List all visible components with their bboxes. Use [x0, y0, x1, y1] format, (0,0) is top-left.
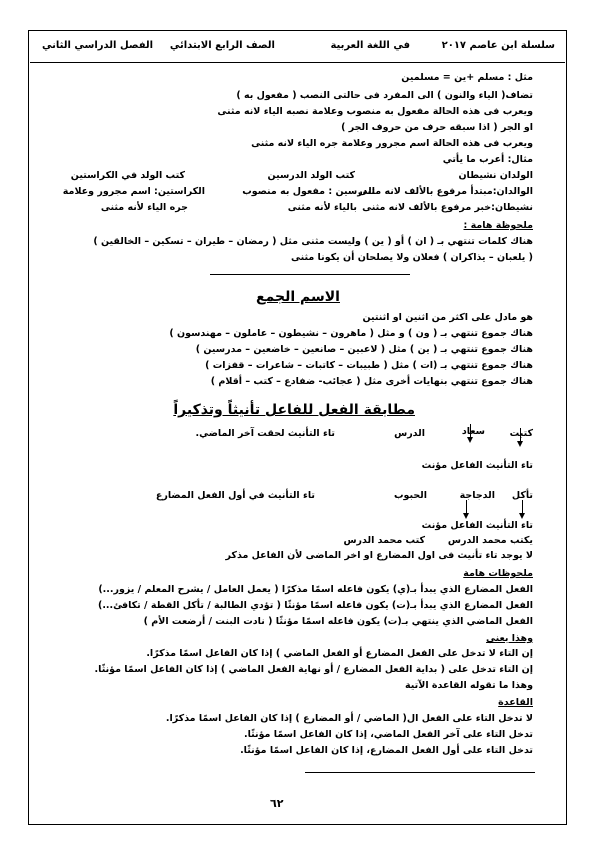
plural-row-1: هناك جموع تنتهي بـ ( ين ) مثل ( لاعبين – صانعين – خاضعين – مدرسين ) — [195, 344, 533, 355]
dual-col1-1: الوالدان:مبتدأ مرفوع بالألف لانه مثنى — [357, 186, 533, 197]
divider — [305, 772, 535, 773]
dual-note-title: ملحوظة هامة : — [463, 220, 533, 231]
dual-note-2: ( يلعبان – يذاكران ) فعلان ولا يصلحان أن يكونا مثنى — [291, 252, 533, 263]
dual-col2-2: بالياء لأنه مثنى — [287, 202, 357, 213]
ex3-a: يكتب محمد الدرس — [447, 535, 533, 546]
ex2-note: تاء التأنيث في أول الفعل المضارع — [155, 490, 315, 501]
dual-line-2: تضاف( الياء والنون ) الى المفرد فى حالتى النصب ( مفعول به ) — [236, 90, 533, 101]
plural-row-2: هناك جموع تنتهي بـ (ات ) مثل ( طبيبات – كاتبات – شاعرات – قفزات ) — [205, 360, 533, 371]
divider — [210, 274, 410, 275]
rule-3: تدخل التاء على أول الفعل المضارع، إذا كان الفاعل اسمًا مؤنثًا. — [240, 745, 533, 756]
header-subject: في اللغة العربية — [330, 40, 410, 51]
note-3: الفعل الماضي الذي ينتهي بـ(ت) يكون فاعله اسمًا مؤنثًا ( نادت البنت / أرضعت الأم ) — [143, 616, 533, 627]
dual-line-6: مثال: أعرب ما يأتي — [442, 154, 533, 165]
meaning-1: إن التاء لا تدخل على الفعل المضارع أو الفعل الماضي ) إذا كان الفاعل اسمًا مذكرًا. — [146, 648, 533, 659]
plural-def: هو مادل على اكثر من اثنين او اثنتين — [362, 312, 533, 323]
ex2-labels: تاء التأنيث الفاعل مؤنث — [421, 520, 533, 531]
header-term: الفصل الدراسي الثاني — [42, 40, 154, 51]
ex1-object: الدرس — [394, 428, 425, 439]
dual-note-1: هناك كلمات تنتهي بـ ( ان ) أو ( ين ) وليست مثنى مثل ( رمضان – طيران – تسكين – الخالقين ) — [93, 236, 533, 247]
ex1-labels: تاء التأنيث الفاعل مؤنث — [421, 460, 533, 471]
ex2-object: الحبوب — [393, 490, 427, 501]
arrow-down-icon — [522, 500, 523, 514]
header-grade: الصف الرابع الابتدائي — [169, 40, 275, 51]
agreement-title: مطابقة الفعل للفاعل تأنيثاً وتذكيراً — [173, 402, 415, 418]
rule-1: لا تدخل التاء على الفعل ال( الماضي / أو المضارع ) إذا كان الفاعل اسمًا مذكرًا. — [165, 713, 533, 724]
ex3-rule: لا يوجد تاء تأنيث فى اول المضارع او اخر الماضى لأن الفاعل مذكر — [225, 550, 533, 561]
dual-col1-2: نشيطان:خبر مرفوع بالألف لانه مثنى — [362, 202, 533, 213]
ex3-b: كتب محمد الدرس — [343, 535, 425, 546]
rule-2: تدخل التاء على آخر الفعل الماضي، إذا كان الفاعل اسمًا مؤنثًا. — [243, 729, 533, 740]
ex2-verb: تأكل — [511, 490, 533, 501]
note-2: الفعل المضارع الذي يبدأ بـ(ت) يكون فاعله اسمًا مؤنثًا ( تؤدي الطالبة / تأكل القطة / تكافئ...) — [97, 600, 533, 611]
dual-line-3: ويعرب فى هذه الحالة مفعول به منصوب وعلامة نصبه الياء لانه مثنى — [217, 106, 533, 117]
page-header — [30, 32, 565, 63]
dual-line-1: مثل : مسلم +ين = مسلمين — [401, 72, 533, 83]
arrow-down-icon — [520, 428, 521, 442]
dual-line-5: ويعرب فى هذه الحالة اسم مجرور وعلامة جره الياء لانه مثنى — [251, 138, 533, 149]
ex1-note: تاء التأنيث لحقت آخر الماضي. — [195, 428, 335, 439]
meaning-2: إن التاء تدخل على ( بداية الفعل المضارع / أو نهاية الفعل الماضي ) إذا كان الفاعل اسمًا مؤنثًا. — [94, 664, 533, 675]
ex2-subject: الدجاجة — [459, 490, 495, 501]
dual-col1-0: الولدان نشيطان — [458, 170, 533, 181]
dual-col3-1: الكراستين: اسم مجرور وعلامة — [62, 186, 205, 197]
note-1: الفعل المضارع الذي يبدأ بـ(ي) يكون فاعله اسمًا مذكرًا ( يعمل العامل / يشرح المعلم / يزور...) — [98, 584, 533, 595]
arrow-down-icon — [470, 424, 471, 438]
dual-col2-1: الدرسين : مفعول به منصوب — [242, 186, 375, 197]
arrow-down-icon — [466, 500, 467, 514]
meaning-title: وهذا يعني — [486, 633, 533, 644]
dual-col3-0: كتب الولد في الكراستين — [70, 170, 185, 181]
meaning-3: وهذا ما تقوله القاعدة الآتية — [405, 680, 533, 691]
page-number: ٦٢ — [270, 797, 284, 810]
header-series: سلسلة ابن عاصم ٢٠١٧ — [441, 40, 555, 51]
dual-line-4: او الجر ( اذا سبقه حرف من حروف الجر ) — [341, 122, 533, 133]
notes-title: ملحوظات هامة — [463, 568, 533, 579]
plural-row-0: هناك جموع تنتهي بـ ( ون ) و مثل ( ماهرون – نشيطون – عاملون – مهندسون ) — [169, 328, 533, 339]
plural-row-3: هناك جموع تنتهي بنهايات أخرى مثل ( عجائب- ضفادع – كتب – أقلام ) — [210, 376, 533, 387]
plural-title: الاسم الجمع — [256, 289, 340, 305]
rule-title: القاعدة — [498, 697, 533, 708]
ex1-verb: كتبت — [509, 428, 533, 439]
dual-col2-0: كتب الولد الدرسين — [267, 170, 355, 181]
ex1-subject: سعاد — [461, 426, 485, 437]
dual-col3-2: جره الياء لأنه مثنى — [100, 202, 188, 213]
